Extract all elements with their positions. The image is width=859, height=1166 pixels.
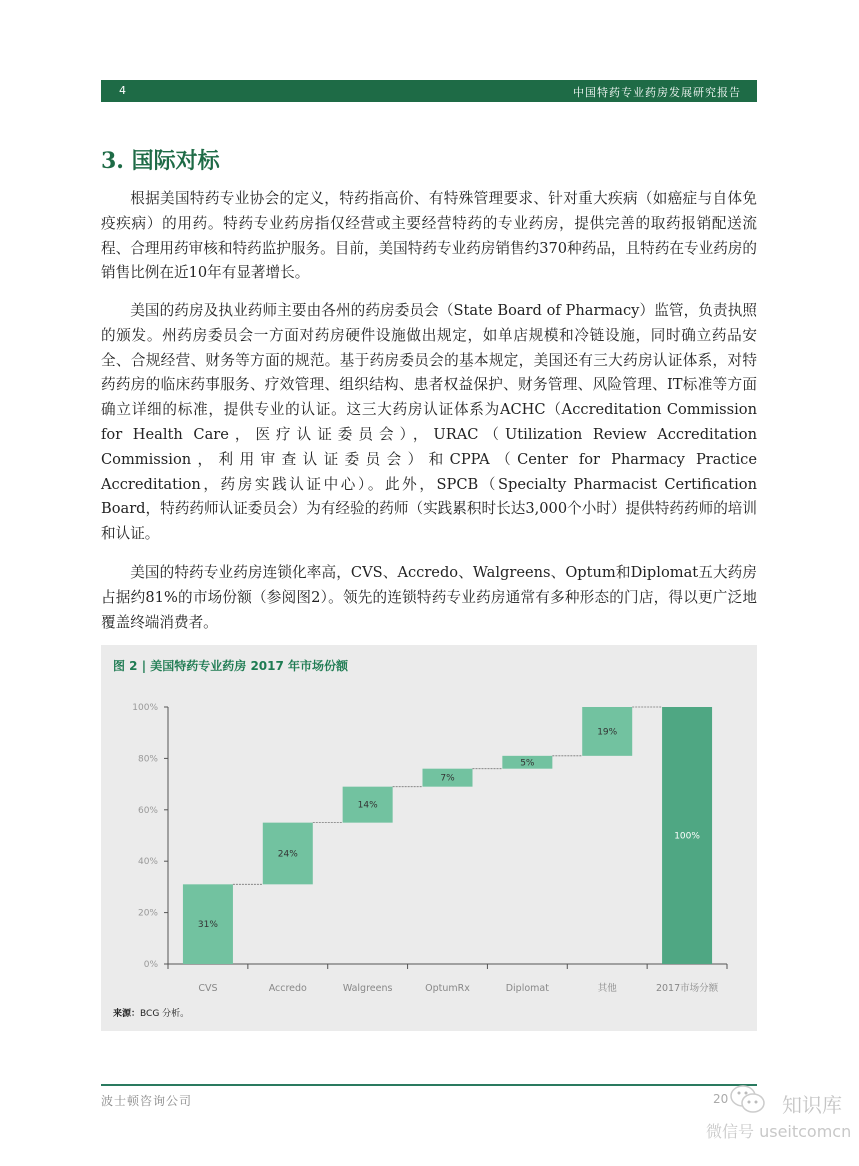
y-tick-label: 20% xyxy=(137,908,158,919)
data-label: 31% xyxy=(197,920,218,931)
watermark-id: 微信号 useitcomcn xyxy=(706,1122,852,1141)
x-tick-label: Diplomat xyxy=(505,983,549,994)
data-label: 19% xyxy=(597,727,618,738)
x-tick-label: OptumRx xyxy=(425,983,470,994)
figure-panel xyxy=(101,645,757,1031)
footer-company: 波士顿咨询公司 xyxy=(101,1094,193,1108)
data-label: 100% xyxy=(674,831,700,842)
data-label: 5% xyxy=(520,758,535,769)
y-tick-label: 40% xyxy=(137,857,158,868)
paragraph: 美国的特药专业药房连锁化率高，CVS、Accredo、Walgreens、Optum和Diplomat五大药房占据约81%的市场份额（参阅图2）。领先的连锁特药专业药房通常有多种形态的门店，得以更广泛地覆盖终端消费者。 xyxy=(101,564,757,631)
y-tick-label: 80% xyxy=(137,754,158,765)
y-tick-label: 0% xyxy=(143,960,158,970)
header-page-number: 4 xyxy=(119,84,126,97)
footer-page-number: 20 xyxy=(713,1092,729,1106)
paragraph: 根据美国特药专业协会的定义，特药指高价、有特殊管理要求、针对重大疾病（如癌症与自体免疫疾病）的用药。特药专业药房指仅经营或主要经营特药的专业药房，提供完善的取药报销配送流程、合理用药审核和特药监护服务。目前，美国特药专业药房销售约370种药品，且特药在专业药房的销售比例在近10年有显著增长。 xyxy=(101,190,757,282)
figure-source xyxy=(113,1006,189,1019)
data-label: 14% xyxy=(357,800,378,811)
paragraph: 美国的药房及执业药师主要由各州的药房委员会（State Board of Pharmacy）监管，负责执照的颁发。州药房委员会一方面对药房硬件设施做出规定，如单店规模和冷链设施，同时确立药品安全、合规经营、财务等方面的规范。基于药房委员会的基本规定，美国还有三大药房认证体系，对特药药房的临床药事服务、疗效管理、组织结构、患者权益保护、财务管理、风险管理、IT标准等方面确立详细的标准，提供专业的认证。这三大药房认证体系为ACHC（Accreditation Commission for Health Care，医疗认证委员会），URAC（Utilization Review Accreditation Commission，利用审查认证委员会）和CPPA（Center for Pharmacy Practice Accreditation，药房实践认证中心）。此外，SPCB（Specialty Pharmacist Certification Board，特药药师认证委员会）为有经验的药师（实践累积时长达3,000个小时）提供特药药师的培训和认证。 xyxy=(101,302,757,543)
figure-title: 图 2 | 美国特药专业药房 2017 年市场份额 xyxy=(113,659,349,673)
watermark-name: 知识库 xyxy=(782,1093,842,1117)
x-tick-label: 其他 xyxy=(597,983,617,994)
section-heading: 3. 国际对标 xyxy=(101,148,220,174)
wechat-bubble-icon xyxy=(728,1083,768,1117)
x-tick-label: 2017市场分额 xyxy=(655,983,719,994)
y-tick-label: 60% xyxy=(137,805,158,816)
running-header xyxy=(101,80,757,102)
source-text: BCG 分析。 xyxy=(140,1009,190,1019)
x-tick-label: CVS xyxy=(198,983,218,994)
header-report-title: 中国特药专业药房发展研究报告 xyxy=(573,86,741,99)
x-tick-label: Walgreens xyxy=(342,983,393,994)
waterfall-chart xyxy=(101,645,757,1005)
y-tick-label: 100% xyxy=(132,703,158,713)
data-label: 24% xyxy=(277,849,298,860)
footer-rule xyxy=(101,1084,757,1086)
data-label: 7% xyxy=(440,773,455,784)
x-tick-label: Accredo xyxy=(268,983,307,994)
source-label: 来源： xyxy=(113,1009,141,1019)
